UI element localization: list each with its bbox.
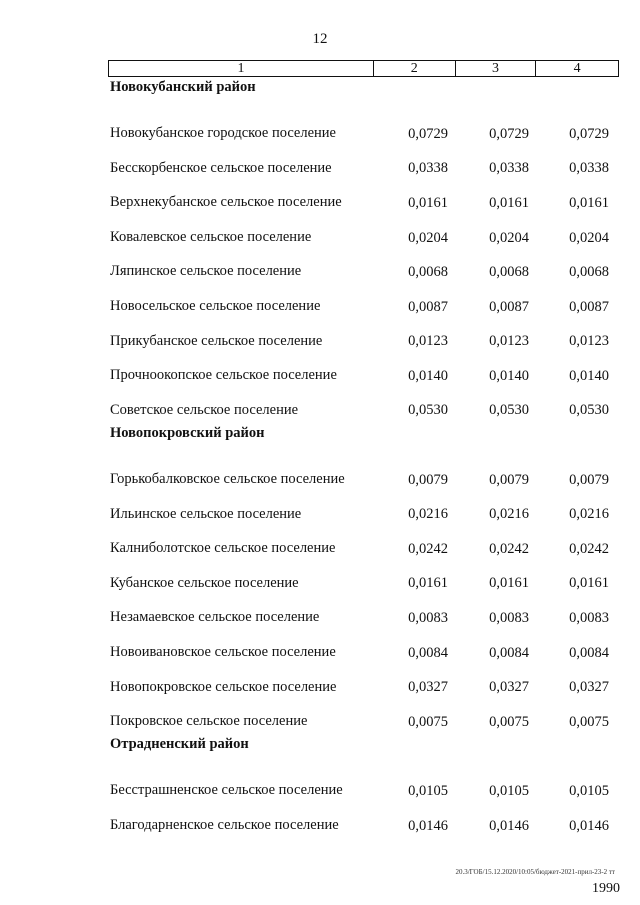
value-col-3: 0,0242	[489, 540, 529, 557]
value-col-4: 0,0087	[569, 298, 609, 315]
settlement-name: Бесскорбенское сельское поселение	[110, 159, 332, 176]
value-col-2: 0,0327	[408, 679, 448, 696]
value-col-2: 0,0530	[408, 402, 448, 419]
table-row	[110, 286, 625, 321]
settlement-name: Незамаевское сельское поселение	[110, 609, 320, 626]
value-col-3: 0,0338	[489, 160, 529, 177]
value-col-2: 0,0161	[408, 194, 448, 211]
settlement-name: Прочноокопское сельское поселение	[110, 367, 337, 384]
value-col-4: 0,0161	[569, 194, 609, 211]
value-col-3: 0,0075	[489, 713, 529, 730]
table-row	[110, 701, 625, 736]
value-col-3: 0,0087	[489, 298, 529, 315]
value-col-4: 0,0068	[569, 264, 609, 281]
section-row	[110, 78, 625, 113]
section-title: Новокубанский район	[110, 79, 256, 95]
value-col-4: 0,0075	[569, 713, 609, 730]
settlement-name: Ковалевское сельское поселение	[110, 228, 312, 245]
value-col-4: 0,0123	[569, 333, 609, 350]
settlement-name: Новопокровское сельское поселение	[110, 678, 337, 695]
settlement-name: Горькобалковское сельское поселение	[110, 470, 345, 487]
value-col-4: 0,0105	[569, 783, 609, 800]
settlement-name: Советское сельское поселение	[110, 401, 299, 418]
value-col-2: 0,0216	[408, 506, 448, 523]
value-col-2: 0,0087	[408, 298, 448, 315]
value-col-4: 0,0146	[569, 817, 609, 834]
value-col-2: 0,0105	[408, 783, 448, 800]
settlement-name: Кубанское сельское поселение	[110, 574, 299, 591]
table-row	[110, 182, 625, 217]
table-row	[110, 459, 625, 494]
value-col-3: 0,0729	[489, 125, 529, 142]
value-col-3: 0,0161	[489, 575, 529, 592]
value-col-3: 0,0216	[489, 506, 529, 523]
table-body	[110, 78, 625, 839]
value-col-4: 0,0084	[569, 644, 609, 661]
value-col-3: 0,0123	[489, 333, 529, 350]
table-row	[110, 562, 625, 597]
settlement-name: Калниболотское сельское поселение	[110, 540, 336, 557]
footer-reference: 20.3/ГОБ/15.12.2020/10:05/бюджет-2021-прил-23-2 тт	[455, 868, 615, 876]
table-row	[110, 666, 625, 701]
value-col-2: 0,0729	[408, 125, 448, 142]
table-row	[110, 597, 625, 632]
settlement-name: Ильинское сельское поселение	[110, 505, 302, 522]
settlement-name: Новоивановское сельское поселение	[110, 643, 336, 660]
footer-number: 1990	[592, 881, 620, 896]
value-col-2: 0,0083	[408, 610, 448, 627]
value-col-3: 0,0161	[489, 194, 529, 211]
table-row	[110, 251, 625, 286]
table-row	[110, 147, 625, 182]
header-col-3: 3	[456, 61, 537, 76]
table-row	[110, 355, 625, 390]
value-col-2: 0,0084	[408, 644, 448, 661]
header-col-1: 1	[109, 61, 374, 76]
settlement-name: Ляпинское сельское поселение	[110, 263, 302, 280]
table-row	[110, 216, 625, 251]
section-row	[110, 424, 625, 459]
value-col-4: 0,0530	[569, 402, 609, 419]
value-col-4: 0,0327	[569, 679, 609, 696]
section-title: Отрадненский район	[110, 736, 249, 753]
value-col-4: 0,0729	[569, 125, 609, 142]
table-row	[110, 770, 625, 805]
table-row	[110, 389, 625, 424]
value-col-3: 0,0079	[489, 471, 529, 488]
section-title: Новопокровский район	[110, 424, 265, 441]
value-col-2: 0,0140	[408, 367, 448, 384]
value-col-3: 0,0083	[489, 610, 529, 627]
settlement-name: Верхнекубанское сельское поселение	[110, 194, 342, 211]
value-col-4: 0,0338	[569, 160, 609, 177]
table-row	[110, 113, 625, 148]
section-row	[110, 735, 625, 770]
table-header	[108, 60, 619, 77]
header-col-4: 4	[573, 61, 581, 76]
value-col-4: 0,0079	[569, 471, 609, 488]
settlement-name: Прикубанское сельское поселение	[110, 332, 323, 349]
table-row	[110, 528, 625, 563]
value-col-2: 0,0338	[408, 160, 448, 177]
table-row	[110, 632, 625, 667]
table-row	[110, 320, 625, 355]
settlement-name: Новокубанское городское поселение	[110, 125, 336, 142]
settlement-name: Бесстрашненское сельское поселение	[110, 782, 343, 799]
table-row	[110, 804, 625, 839]
value-col-2: 0,0079	[408, 471, 448, 488]
value-col-3: 0,0084	[489, 644, 529, 661]
value-col-2: 0,0161	[408, 575, 448, 592]
page-number: 12	[312, 31, 328, 47]
value-col-4: 0,0140	[569, 367, 609, 384]
value-col-3: 0,0146	[489, 817, 529, 834]
value-col-3: 0,0068	[489, 264, 529, 281]
value-col-2: 0,0242	[408, 540, 448, 557]
value-col-4: 0,0161	[569, 575, 609, 592]
value-col-2: 0,0146	[408, 817, 448, 834]
value-col-2: 0,0204	[408, 229, 448, 246]
value-col-2: 0,0068	[408, 264, 448, 281]
value-col-3: 0,0530	[489, 402, 529, 419]
value-col-3: 0,0327	[489, 679, 529, 696]
value-col-2: 0,0075	[408, 713, 448, 730]
table-row	[110, 493, 625, 528]
value-col-2: 0,0123	[408, 333, 448, 350]
value-col-4: 0,0242	[569, 540, 609, 557]
header-col-2: 2	[374, 61, 456, 76]
value-col-4: 0,0216	[569, 506, 609, 523]
settlement-name: Благодарненское сельское поселение	[110, 816, 339, 833]
value-col-3: 0,0140	[489, 367, 529, 384]
value-col-3: 0,0204	[489, 229, 529, 246]
settlement-name: Новосельское сельское поселение	[110, 298, 321, 315]
value-col-3: 0,0105	[489, 783, 529, 800]
value-col-4: 0,0204	[569, 229, 609, 246]
value-col-4: 0,0083	[569, 610, 609, 627]
settlement-name: Покровское сельское поселение	[110, 713, 308, 730]
